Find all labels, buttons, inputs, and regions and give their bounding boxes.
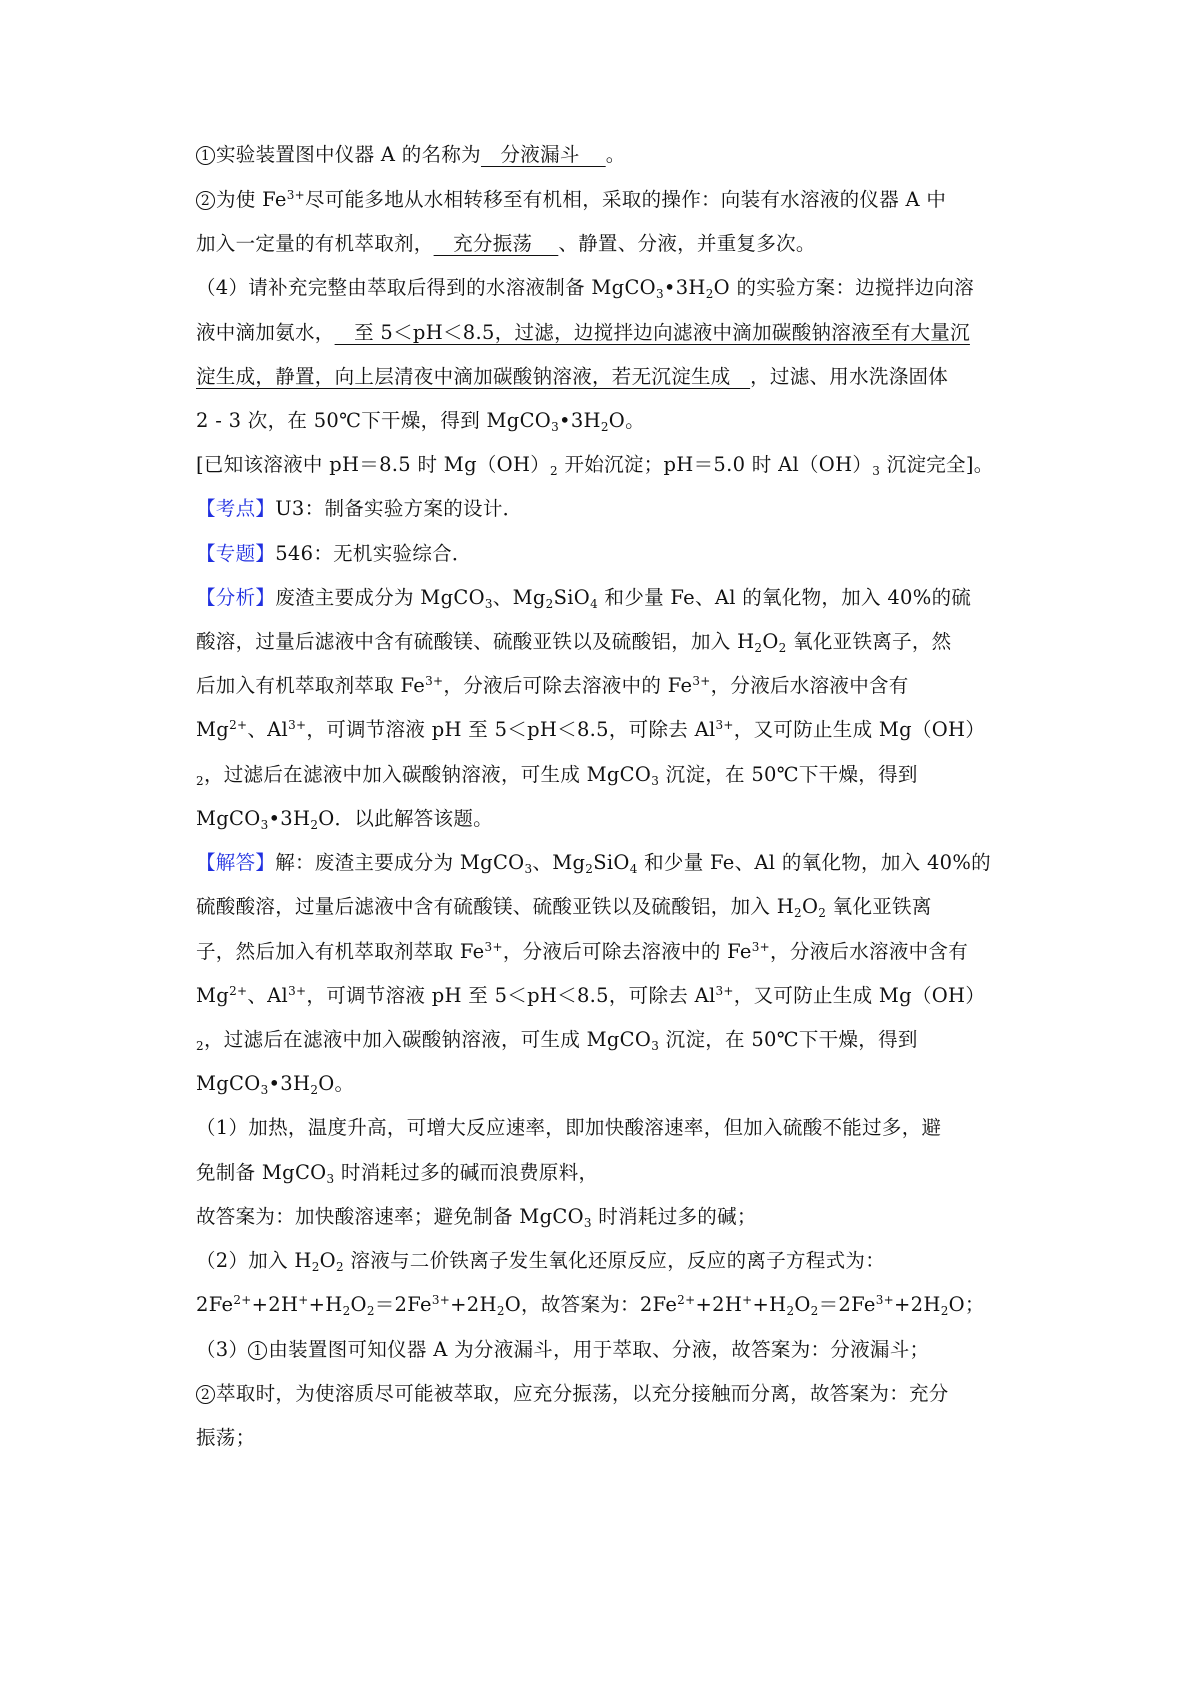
text-line: （2）加入 $H_2O_2$ 溶液与二价铁离子发生氧化还原反应，反应的离子方程式为： — [196, 1249, 885, 1274]
text-line: 1 实验装置图中仪器 A 的名称为 分液漏斗 。 — [196, 140, 626, 170]
text-line: $MgCO_3•3H_2O$．以此解答该题。 — [196, 807, 493, 832]
text-line: 淀生成，静置，向上层清夜中滴加碳酸钠溶液，若无沉淀生成 ，过滤、用水洗涤固体 — [196, 365, 949, 388]
text-line: $Mg^{2+}$、$Al^{3+}$，可调节溶液 pH 至 5＜pH＜8.5，可除去 $Al^{3+}$，又可防止生成 Mg（OH） — [196, 984, 986, 1007]
text-line: 【专题】546：无机实验综合． — [196, 542, 472, 565]
text-line: 子，然后加入有机萃取剂萃取 $Fe^{3+}$，分液后可除去溶液中的 $Fe^{3+}$，分液后水溶液中含有 — [196, 940, 969, 963]
answer-blank: 分液漏斗 — [480, 143, 606, 166]
section-label: 【解答】 — [196, 851, 276, 874]
text-line: $MgCO_3•3H_2O$。 — [196, 1072, 355, 1097]
text-line: [已知该溶液中 pH＝8.5 时 $Mg(OH)_2$ 开始沉淀；pH＝5.0 时 $Al(OH)_3$ 沉淀完全]。 — [196, 453, 994, 478]
text-line: 免制备 MgCO$_3$ 时消耗过多的碱而浪费原料， — [196, 1161, 599, 1186]
section-label: 【考点】 — [196, 497, 276, 520]
section-label: 【分析】 — [196, 586, 276, 609]
text-line: $Mg^{2+}$、$Al^{3+}$，可调节溶液 pH 至 5＜pH＜8.5，可除去 $Al^{3+}$，又可防止生成 Mg（OH） — [196, 718, 986, 741]
circled-number: 1 — [248, 1341, 267, 1360]
text-line: 酸溶，过量后滤液中含有硫酸镁、硫酸亚铁以及硫酸铝，加入 $H_2O_2$ 氧化亚铁离子，然 — [196, 630, 952, 655]
text-line: 液中滴加氨水， 至 5＜pH＜8.5，过滤，边搅拌边向滤液中滴加碳酸钠溶液至有大量沉 — [196, 321, 970, 344]
text-line: 振荡； — [196, 1426, 256, 1449]
text-line: （3） 1 由装置图可知仪器 A 为分液漏斗，用于萃取、分液，故答案为：分液漏斗； — [196, 1338, 930, 1361]
section-label: 【专题】 — [196, 542, 276, 565]
text-line: 故答案为：加快酸溶速率；避免制备 MgCO$_3$ 时消耗过多的碱； — [196, 1205, 757, 1230]
text-line: （4）请补充完整由萃取后得到的水溶液制备 $MgCO_3•3H_2O$ 的实验方案：边搅拌边向溶 — [196, 276, 975, 301]
text-line: $_2$，过滤后在滤液中加入碳酸钠溶液，可生成 MgCO$_3$ 沉淀，在 50℃下干燥，得到 — [196, 763, 918, 788]
text-line: $2Fe^{2+}+2H^++H_2O_2=2Fe^{3+}+2H_2O$，故答案为：$2Fe^{2+}+2H^++H_2O_2=2Fe^{3+}+2H_2O$； — [196, 1293, 985, 1318]
circled-number: 2 — [196, 1385, 215, 1404]
circled-number: 1 — [196, 146, 215, 165]
answer-blank: 淀生成，静置，向上层清夜中滴加碳酸钠溶液，若无沉淀生成 — [196, 365, 751, 388]
text-line: （1）加热，温度升高，可增大反应速率，即加快酸溶速率，但加入硫酸不能过多，避 — [196, 1116, 942, 1139]
text-line: 硫酸酸溶，过量后滤液中含有硫酸镁、硫酸亚铁以及硫酸铝，加入 $H_2O_2$ 氧化亚铁离 — [196, 895, 932, 920]
text-line: 加入一定量的有机萃取剂， 充分振荡 、静置、分液，并重复多次。 — [196, 232, 816, 255]
answer-blank: 充分振荡 — [433, 232, 559, 255]
text-line: 【考点】U3：制备实验方案的设计． — [196, 497, 523, 520]
text-line: 2 为使 $Fe^{3+}$尽可能多地从水相转移至有机相，采取的操作：向装有水溶液的仪器 A 中 — [196, 185, 946, 215]
answer-blank: 至 5＜pH＜8.5，过滤，边搅拌边向滤液中滴加碳酸钠溶液至有大量沉 — [334, 321, 970, 344]
text-line: 2 - 3 次，在 50℃下干燥，得到 $MgCO_3•3H_2O$。 — [196, 409, 645, 434]
text-line: $_2$，过滤后在滤液中加入碳酸钠溶液，可生成 MgCO$_3$ 沉淀，在 50℃下干燥，得到 — [196, 1028, 918, 1053]
text-line: 【解答】解：废渣主要成分为 MgCO$_3$、$Mg_2SiO_4$ 和少量 Fe、Al 的氧化物，加入 40%的 — [196, 851, 991, 876]
text-line: 后加入有机萃取剂萃取 $Fe^{3+}$，分液后可除去溶液中的 $Fe^{3+}$，分液后水溶液中含有 — [196, 674, 909, 697]
circled-number: 2 — [196, 191, 215, 210]
text-line: 【分析】废渣主要成分为 MgCO$_3$、$Mg_2SiO_4$ 和少量 Fe、Al 的氧化物，加入 40%的硫 — [196, 586, 972, 611]
text-line: 2 萃取时，为使溶质尽可能被萃取，应充分振荡，以充分接触而分离，故答案为：充分 — [196, 1379, 949, 1409]
